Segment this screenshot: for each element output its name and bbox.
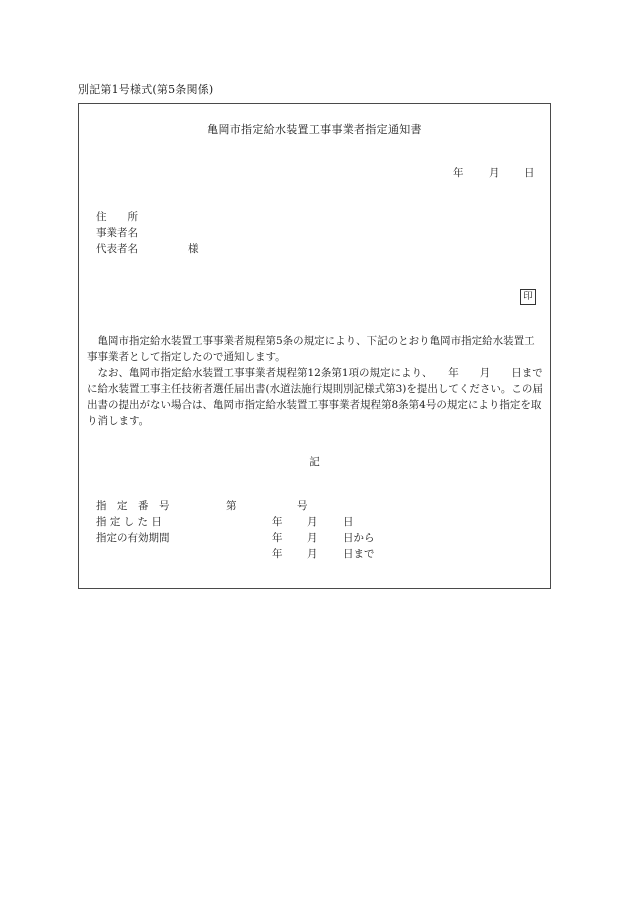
honorific-sama: 様 bbox=[188, 243, 199, 255]
designation-day: 日 bbox=[343, 516, 354, 528]
validity-period-label: 指定の有効期間 bbox=[96, 532, 170, 544]
date-day: 日 bbox=[524, 167, 535, 179]
validity-from-year: 年 bbox=[272, 532, 283, 544]
designation-year: 年 bbox=[272, 516, 283, 528]
designation-month: 月 bbox=[307, 516, 318, 528]
ki-heading: 記 bbox=[309, 456, 320, 468]
number-prefix: 第 bbox=[226, 500, 237, 512]
validity-from-day: 日から bbox=[343, 532, 375, 544]
designation-date-label: 指 定 し た 日 bbox=[96, 516, 162, 528]
form-label: 別記第1号様式(第5条関係) bbox=[78, 83, 214, 96]
date-year: 年 bbox=[453, 167, 464, 179]
paragraph-notice: なお、亀岡市指定給水装置工事事業者規程第12条第1項の規定により、 年 月 日までに給水装置工事主任技術者選任届出書(水道法施行規則別記様式第3)を提出してください。この届出書の提出がない場合は、亀岡市指定給水装置工事事業者規程第8条第4号の規定により指定を取り消します。 bbox=[87, 367, 543, 427]
validity-until-year: 年 bbox=[272, 548, 283, 560]
date-month: 月 bbox=[489, 167, 500, 179]
document-frame bbox=[78, 103, 551, 589]
validity-until-month: 月 bbox=[307, 548, 318, 560]
notice-body bbox=[87, 333, 545, 429]
designation-number-label: 指 定 番 号 bbox=[96, 500, 170, 512]
document-title: 亀岡市指定給水装置工事事業者指定通知書 bbox=[207, 123, 422, 136]
business-name-label: 事業者名 bbox=[96, 227, 138, 239]
address-label: 住 所 bbox=[96, 211, 138, 223]
paragraph-designation: 亀岡市指定給水装置工事事業者規程第5条の規定により、下記のとおり亀岡市指定給水装置工事事業者として指定したので通知します。 bbox=[87, 335, 535, 363]
number-suffix: 号 bbox=[297, 500, 308, 512]
validity-until-day: 日まで bbox=[343, 548, 375, 560]
validity-from-month: 月 bbox=[307, 532, 318, 544]
seal-mark: 印 bbox=[520, 289, 536, 305]
representative-label: 代表者名 bbox=[96, 243, 138, 255]
